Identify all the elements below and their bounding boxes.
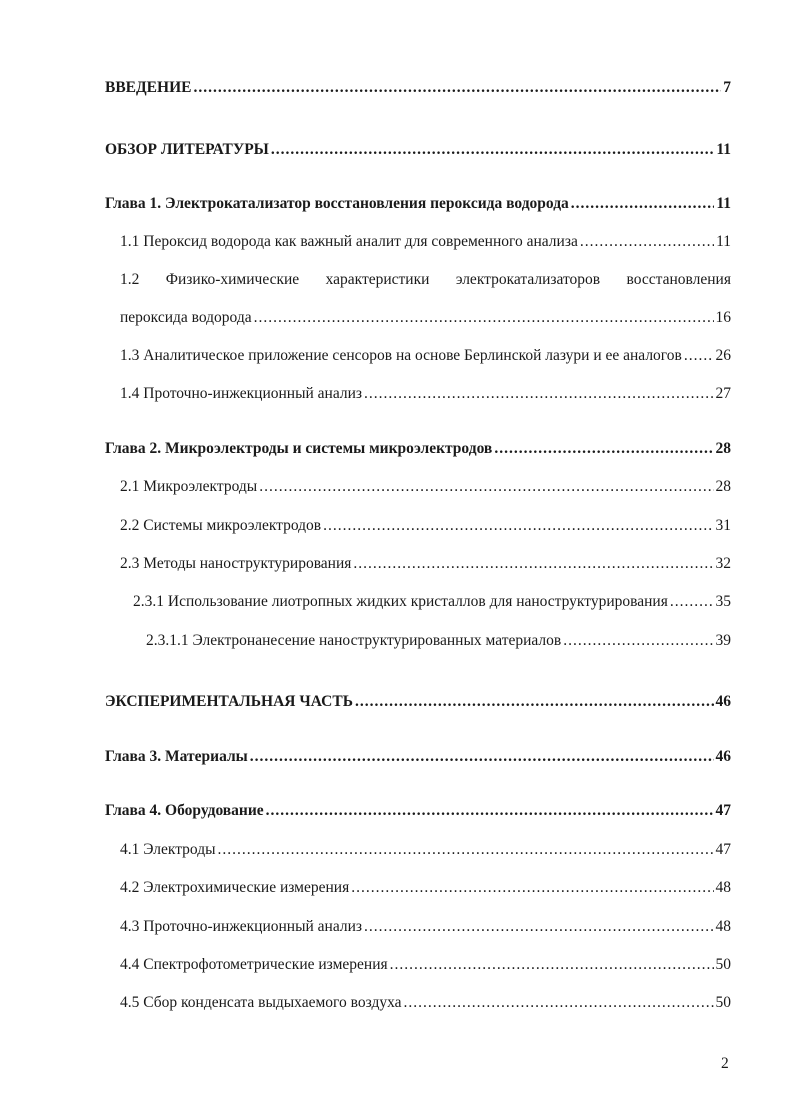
toc-entry-chapter-3 [105, 747, 731, 767]
page-number: 2 [721, 1055, 729, 1072]
toc-page: 28 [715, 440, 731, 457]
dot-leader [351, 878, 713, 898]
toc-page: 32 [715, 555, 731, 572]
toc-title: 4.5 Сбор конденсата выдыхаемого воздуха [120, 994, 402, 1011]
toc-entry-4-2 [120, 878, 731, 898]
toc-entry-vvedenie [105, 78, 731, 98]
toc-page: 11 [716, 233, 731, 250]
toc-page: 39 [715, 632, 731, 649]
toc-entry-1-2-first-line [120, 270, 731, 290]
toc-page: 48 [715, 918, 731, 935]
toc-page: 27 [715, 385, 731, 402]
toc-title: 1.3 Аналитическое приложение сенсоров на основе Берлинской лазури и ее аналогов [120, 347, 682, 364]
dot-leader [494, 439, 713, 459]
toc-entry-2-3 [120, 554, 731, 574]
toc-entry-2-3-1 [133, 592, 731, 612]
toc-word: электрокатализаторов [455, 271, 601, 288]
toc-title: ВВЕДЕНИЕ [105, 79, 192, 96]
toc-word: Физико-химические [165, 271, 300, 288]
toc-entry-4-1 [120, 840, 731, 860]
dot-leader [404, 993, 714, 1013]
toc-entry-4-5 [120, 993, 731, 1013]
toc-page: 50 [715, 994, 731, 1011]
toc-title: 1.1 Пероксид водорода как важный аналит для современного анализа [120, 233, 578, 250]
toc-entry-1-4 [120, 384, 731, 404]
toc-word: характеристики [325, 271, 430, 288]
toc-page: 11 [716, 141, 731, 158]
toc-page: 47 [715, 841, 731, 858]
toc-title: Глава 3. Материалы [105, 748, 248, 765]
toc-entry-experimental [105, 692, 731, 712]
toc-title: 2.3 Методы наноструктурирования [120, 555, 352, 572]
toc-title: Глава 2. Микроэлектроды и системы микроэлектродов [105, 440, 493, 457]
toc-entry-1-2 [120, 308, 731, 328]
dot-leader [571, 194, 715, 214]
dot-leader [271, 140, 714, 160]
toc-entry-4-4 [120, 955, 731, 975]
toc-title: пероксида водорода [120, 309, 252, 326]
toc-title: Глава 4. Оборудование [105, 802, 264, 819]
dot-leader [259, 477, 713, 497]
dot-leader [670, 592, 714, 612]
dot-leader [390, 955, 714, 975]
toc-entry-chapter-4 [105, 801, 731, 821]
toc-page: 11 [716, 195, 731, 212]
toc-entry-1-1 [120, 232, 731, 252]
toc-title: 1.4 Проточно-инжекционный анализ [120, 385, 363, 402]
toc-title: 4.3 Проточно-инжекционный анализ [120, 918, 363, 935]
toc-title: 2.3.1.1 Электронанесение наноструктурированных материалов [146, 632, 562, 649]
toc-title: Глава 1. Электрокатализатор восстановления пероксида водорода [105, 195, 569, 212]
dot-leader [580, 232, 714, 252]
toc-title: 2.1 Микроэлектроды [120, 478, 258, 495]
toc-page: 46 [715, 693, 731, 710]
dot-leader [563, 631, 713, 651]
toc-entry-2-1 [120, 477, 731, 497]
toc-page: 31 [715, 517, 731, 534]
dot-leader [250, 747, 714, 767]
toc-title: ЭКСПЕРИМЕНТАЛЬНАЯ ЧАСТЬ [105, 693, 353, 710]
toc-title: 2.2 Системы микроэлектродов [120, 517, 322, 534]
dot-leader [364, 384, 713, 404]
dot-leader [323, 516, 713, 536]
toc-page: 50 [715, 956, 731, 973]
toc-page: 28 [715, 478, 731, 495]
toc-entry-chapter-1 [105, 194, 731, 214]
toc-word: восстановления [626, 271, 731, 288]
toc-page: 47 [715, 802, 731, 819]
dot-leader [353, 554, 713, 574]
toc-word: 1.2 [120, 271, 140, 288]
toc-page: 48 [715, 879, 731, 896]
toc-entry-obzor [105, 140, 731, 160]
toc-title: ОБЗОР ЛИТЕРАТУРЫ [105, 141, 269, 158]
toc-page: 35 [715, 593, 731, 610]
toc-page: 16 [715, 309, 731, 326]
toc-entry-2-3-1-1 [146, 631, 731, 651]
toc-page: 26 [715, 347, 731, 364]
dot-leader [364, 917, 713, 937]
toc-title: 4.4 Спектрофотометрические измерения [120, 956, 388, 973]
toc-title: 2.3.1 Использование лиотропных жидких кристаллов для наноструктурирования [133, 593, 668, 610]
toc-entry-4-3 [120, 917, 731, 937]
toc-title: 4.1 Электроды [120, 841, 216, 858]
toc-title: 4.2 Электрохимические измерения [120, 879, 350, 896]
toc-page: 7 [723, 79, 731, 96]
dot-leader [193, 78, 721, 98]
dot-leader [218, 840, 714, 860]
toc-entry-2-2 [120, 516, 731, 536]
dot-leader [254, 308, 714, 328]
toc-page: 46 [715, 748, 731, 765]
toc-entry-chapter-2 [105, 439, 731, 459]
dot-leader [266, 801, 714, 821]
dot-leader [355, 692, 714, 712]
toc-entry-1-3 [120, 346, 731, 366]
dot-leader [684, 346, 714, 366]
